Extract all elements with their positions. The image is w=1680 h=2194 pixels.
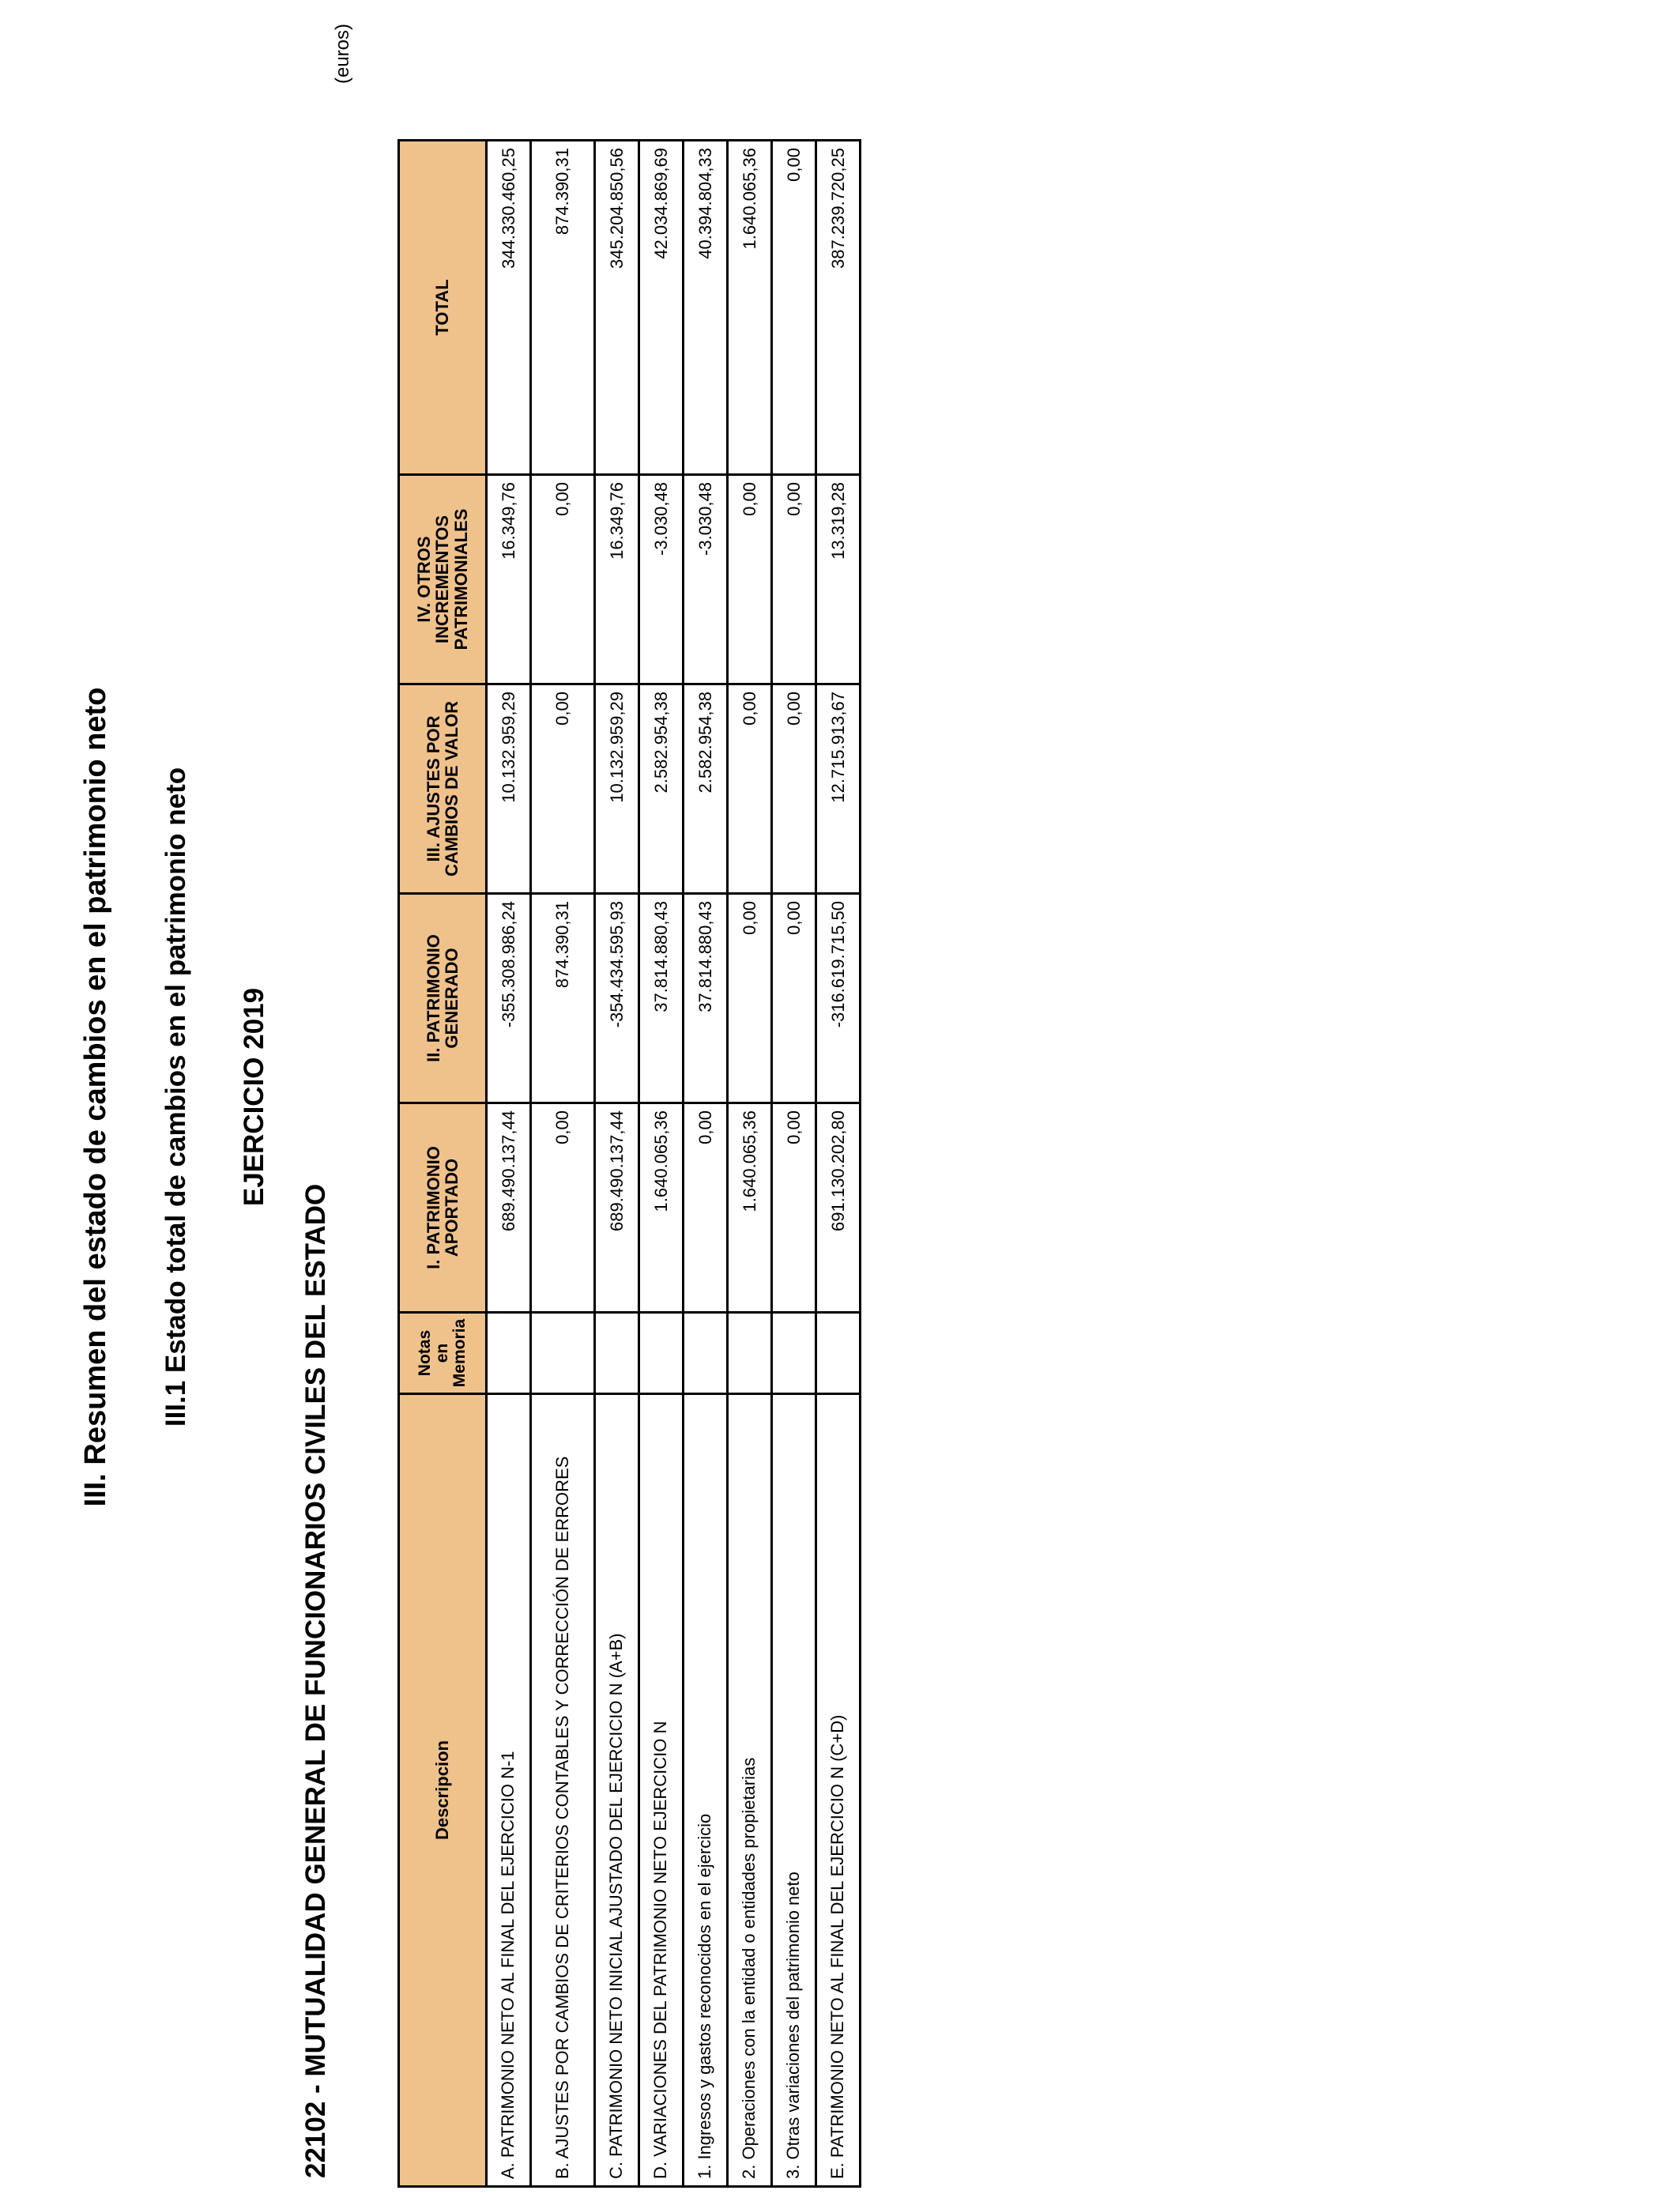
header-row: [399, 141, 487, 2187]
row-notes: [487, 1313, 531, 1394]
cell-generado: 0,00: [728, 894, 772, 1103]
header-patrimonio-aportado: I. PATRIMONIO APORTADO: [399, 1103, 487, 1313]
cell-ajustes: 0,00: [531, 684, 595, 894]
table-row: [772, 141, 816, 2187]
table-row: [487, 141, 531, 2187]
row-description: B. AJUSTES POR CAMBIOS DE CRITERIOS CONTABLES Y CORRECCIÓN DE ERRORES: [531, 1394, 595, 2187]
sub-title: III.1 Estado total de cambios en el patrimonio neto: [160, 767, 191, 1427]
cell-ajustes: 12.715.913,67: [816, 684, 861, 894]
cell-total: 1.640.065,36: [728, 141, 772, 475]
cell-otros: 0,00: [728, 475, 772, 684]
cell-aportado: 689.490.137,44: [595, 1103, 639, 1313]
cell-otros: -3.030,48: [639, 475, 684, 684]
row-description: C. PATRIMONIO NETO INICIAL AJUSTADO DEL EJERCICIO N (A+B): [595, 1394, 639, 2187]
row-description: 3. Otras variaciones del patrimonio neto: [772, 1394, 816, 2187]
main-title: III. Resumen del estado de cambios en el patrimonio neto: [79, 687, 112, 1507]
cell-generado: -354.434.595,93: [595, 894, 639, 1103]
header-patrimonio-generado: II. PATRIMONIO GENERADO: [399, 894, 487, 1103]
cell-ajustes: 2.582.954,38: [639, 684, 684, 894]
cell-generado: -316.619.715,50: [816, 894, 861, 1103]
cell-generado: 0,00: [772, 894, 816, 1103]
row-notes: [684, 1313, 728, 1394]
cell-aportado: 0,00: [684, 1103, 728, 1313]
cell-total: 42.034.869,69: [639, 141, 684, 475]
table-row: [595, 141, 639, 2187]
cell-ajustes: 0,00: [728, 684, 772, 894]
table-row: [639, 141, 684, 2187]
cell-aportado: 1.640.065,36: [728, 1103, 772, 1313]
row-description: 1. Ingresos y gastos reconocidos en el ejercicio: [684, 1394, 728, 2187]
header-ajustes-valor: III. AJUSTES POR CAMBIOS DE VALOR: [399, 684, 487, 894]
table-row: [816, 141, 861, 2187]
row-notes: [595, 1313, 639, 1394]
cell-generado: 37.814.880,43: [684, 894, 728, 1103]
table-row: [728, 141, 772, 2187]
cell-total: 387.239.720,25: [816, 141, 861, 475]
row-notes: [639, 1313, 684, 1394]
row-notes: [728, 1313, 772, 1394]
cell-aportado: 0,00: [772, 1103, 816, 1313]
header-total: TOTAL: [399, 141, 487, 475]
cell-otros: -3.030,48: [684, 475, 728, 684]
cell-generado: -355.308.986,24: [487, 894, 531, 1103]
row-description: 2. Operaciones con la entidad o entidades propietarias: [728, 1394, 772, 2187]
row-description: E. PATRIMONIO NETO AL FINAL DEL EJERCICIO N (C+D): [816, 1394, 861, 2187]
cell-aportado: 0,00: [531, 1103, 595, 1313]
cell-total: 874.390,31: [531, 141, 595, 475]
table-row: [684, 141, 728, 2187]
cell-otros: 16.349,76: [487, 475, 531, 684]
row-notes: [816, 1313, 861, 1394]
cell-total: 345.204.850,56: [595, 141, 639, 475]
currency-unit: (euros): [332, 23, 353, 84]
cell-ajustes: 10.132.959,29: [487, 684, 531, 894]
cell-aportado: 691.130.202,80: [816, 1103, 861, 1313]
fiscal-year: EJERCICIO 2019: [239, 987, 269, 1207]
cell-otros: 16.349,76: [595, 475, 639, 684]
cell-aportado: 689.490.137,44: [487, 1103, 531, 1313]
cell-otros: 0,00: [531, 475, 595, 684]
cell-otros: 13.319,28: [816, 475, 861, 684]
entity-name: 22102 - MUTUALIDAD GENERAL DE FUNCIONARIOS CIVILES DEL ESTADO: [300, 1183, 331, 2178]
equity-changes-table: [397, 139, 861, 2188]
row-description: A. PATRIMONIO NETO AL FINAL DEL EJERCICIO N-1: [487, 1394, 531, 2187]
header-notes: Notas en Memoria: [399, 1313, 487, 1394]
cell-aportado: 1.640.065,36: [639, 1103, 684, 1313]
row-notes: [531, 1313, 595, 1394]
cell-total: 40.394.804,33: [684, 141, 728, 475]
cell-otros: 0,00: [772, 475, 816, 684]
cell-total: 0,00: [772, 141, 816, 475]
cell-generado: 37.814.880,43: [639, 894, 684, 1103]
header-otros-incrementos: IV. OTROS INCREMENTOS PATRIMONIALES: [399, 475, 487, 684]
row-description: D. VARIACIONES DEL PATRIMONIO NETO EJERCICIO N: [639, 1394, 684, 2187]
cell-ajustes: 10.132.959,29: [595, 684, 639, 894]
header-description: Descripcion: [399, 1394, 487, 2187]
row-notes: [772, 1313, 816, 1394]
cell-ajustes: 2.582.954,38: [684, 684, 728, 894]
cell-total: 344.330.460,25: [487, 141, 531, 475]
table-row: [531, 141, 595, 2187]
cell-generado: 874.390,31: [531, 894, 595, 1103]
cell-ajustes: 0,00: [772, 684, 816, 894]
